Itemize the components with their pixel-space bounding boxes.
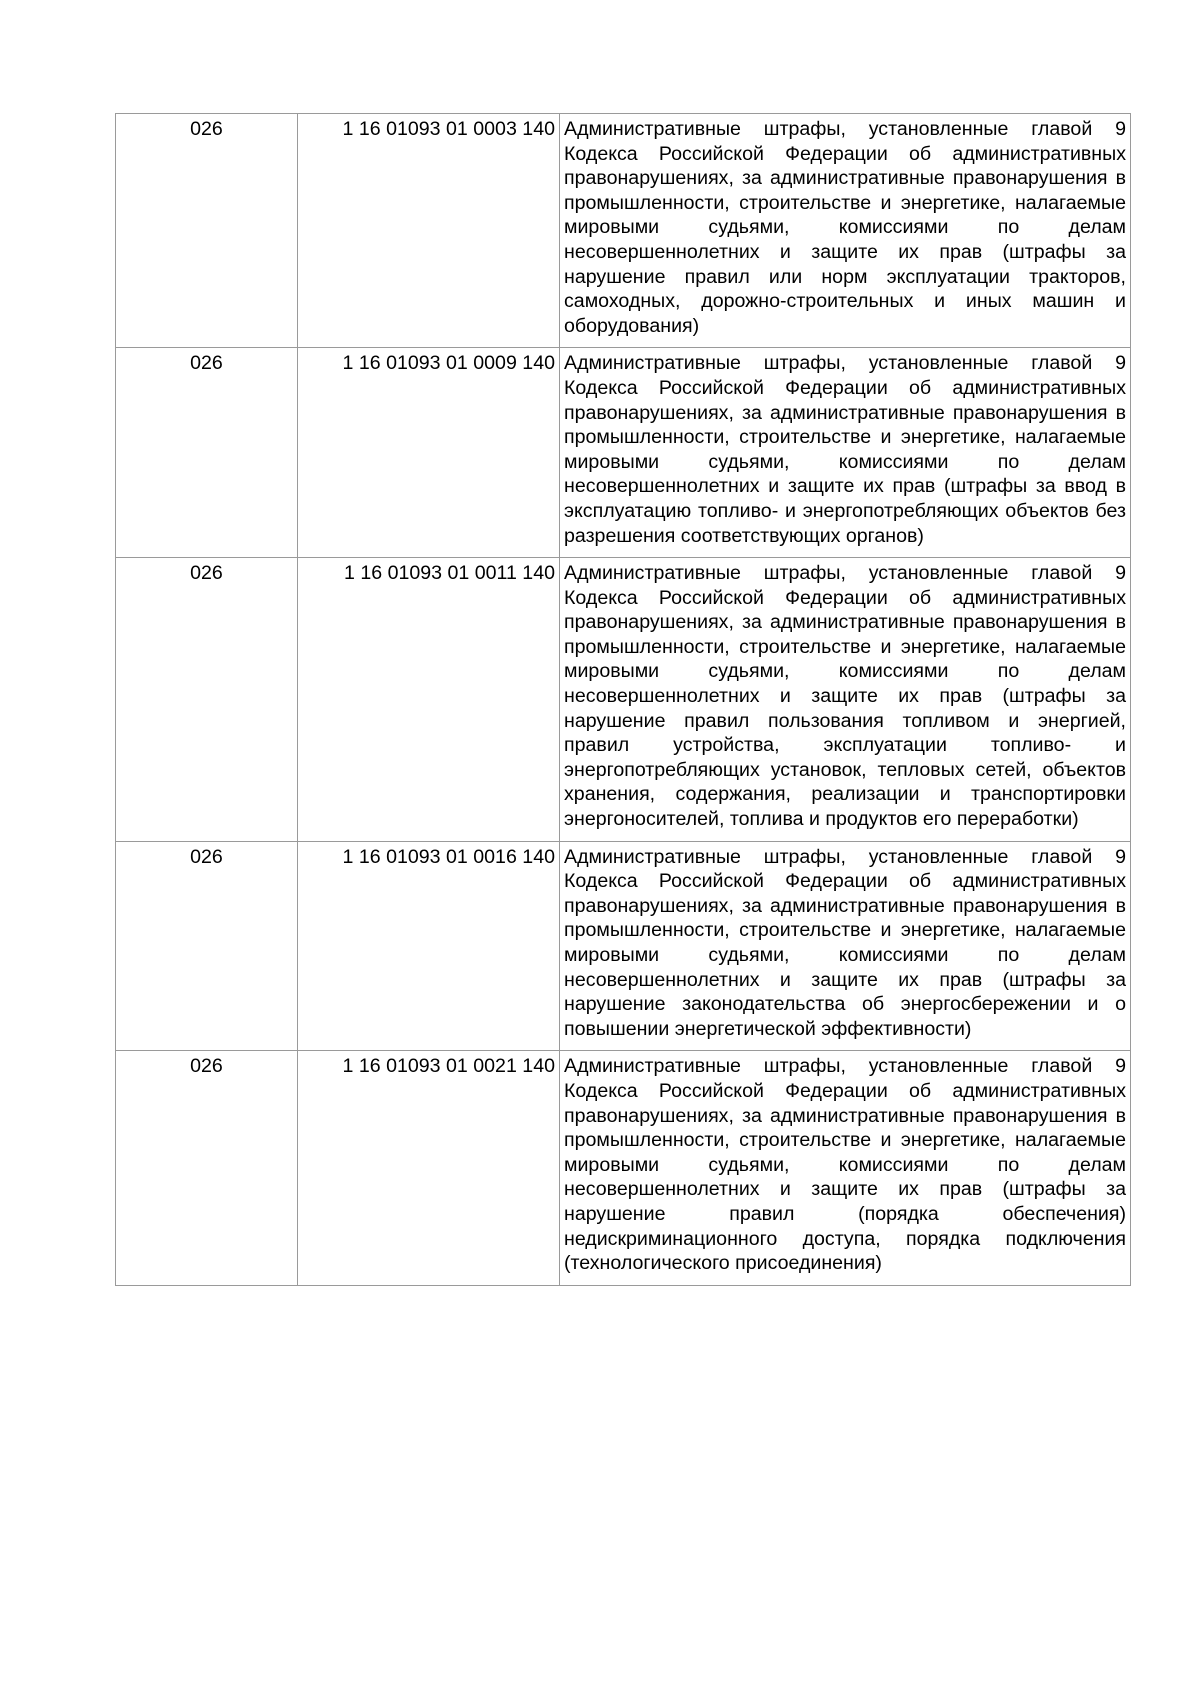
revenue-name-cell: Административные штрафы, установленные главой 9 Кодекса Российской Федерации об административных правонарушениях, за административные правонарушения в промышленности, строительстве и энергетике, налагаемые мировыми судьями, комиссиями по делам несовершеннолетних и защите их прав (штрафы за нарушение правил или норм эксплуатации тракторов, самоходных, дорожно-строительных и иных машин и оборудования) xyxy=(560,114,1131,348)
table-row xyxy=(116,348,1131,558)
table-row xyxy=(116,114,1131,348)
budget-classification-code-cell: 1 16 01093 01 0003 140 xyxy=(298,114,560,348)
administrator-code-cell: 026 xyxy=(116,1051,298,1285)
revenue-name-cell: Административные штрафы, установленные главой 9 Кодекса Российской Федерации об административных правонарушениях, за административные правонарушения в промышленности, строительстве и энергетике, налагаемые мировыми судьями, комиссиями по делам несовершеннолетних и защите их прав (штрафы за нарушение правил пользования топливом и энергией, правил устройства, эксплуатации топливо- и энергопотребляющих установок, тепловых сетей, объектов хранения, содержания, реализации и транспортировки энергоносителей, топлива и продуктов его переработки) xyxy=(560,558,1131,842)
administrator-code-cell: 026 xyxy=(116,348,298,558)
revenue-name-cell: Административные штрафы, установленные главой 9 Кодекса Российской Федерации об административных правонарушениях, за административные правонарушения в промышленности, строительстве и энергетике, налагаемые мировыми судьями, комиссиями по делам несовершеннолетних и защите их прав (штрафы за ввод в эксплуатацию топливо- и энергопотребляющих объектов без разрешения соответствующих органов) xyxy=(560,348,1131,558)
revenue-name-cell: Административные штрафы, установленные главой 9 Кодекса Российской Федерации об административных правонарушениях, за административные правонарушения в промышленности, строительстве и энергетике, налагаемые мировыми судьями, комиссиями по делам несовершеннолетних и защите их прав (штрафы за нарушение правил (порядка обеспечения) недискриминационного доступа, порядка подключения (технологического присоединения) xyxy=(560,1051,1131,1285)
table-row xyxy=(116,558,1131,842)
budget-classification-code-cell: 1 16 01093 01 0021 140 xyxy=(298,1051,560,1285)
revenue-name-cell: Административные штрафы, установленные главой 9 Кодекса Российской Федерации об административных правонарушениях, за административные правонарушения в промышленности, строительстве и энергетике, налагаемые мировыми судьями, комиссиями по делам несовершеннолетних и защите их прав (штрафы за нарушение законодательства об энергосбережении и о повышении энергетической эффективности) xyxy=(560,841,1131,1051)
administrator-code-cell: 026 xyxy=(116,841,298,1051)
budget-classification-code-cell: 1 16 01093 01 0009 140 xyxy=(298,348,560,558)
budget-classification-code-cell: 1 16 01093 01 0011 140 xyxy=(298,558,560,842)
budget-codes-table xyxy=(115,113,1131,1286)
table-row xyxy=(116,1051,1131,1285)
table-row xyxy=(116,841,1131,1051)
budget-classification-code-cell: 1 16 01093 01 0016 140 xyxy=(298,841,560,1051)
administrator-code-cell: 026 xyxy=(116,114,298,348)
administrator-code-cell: 026 xyxy=(116,558,298,842)
